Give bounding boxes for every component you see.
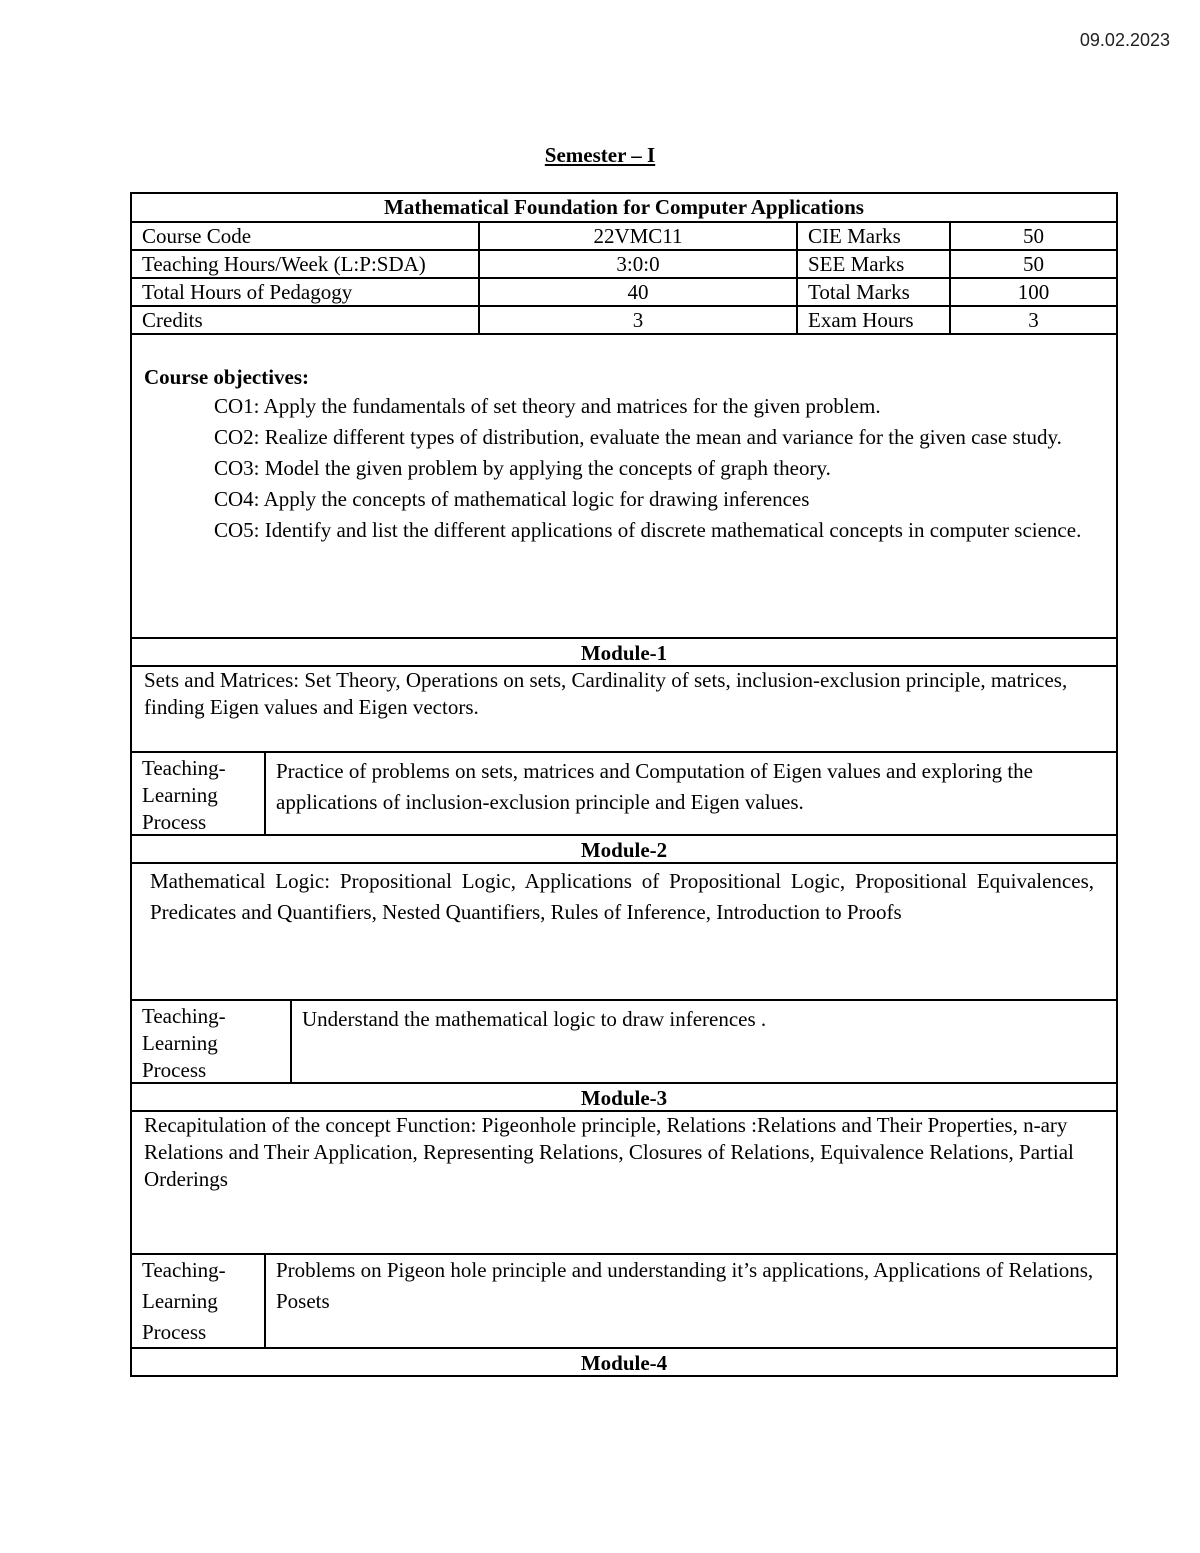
- tlp-text: Understand the mathematical logic to draw inferences .: [302, 1007, 767, 1031]
- module-3-content: Recapitulation of the concept Function: Pigeonhole principle, Relations :Relations and Their Properties, n-ary Relations and Their Application, Representing Relations, Closures of Relations, Equivalence Relations, Partial Orderings: [132, 1110, 1116, 1253]
- info-row-pedagogy: [132, 277, 1116, 305]
- info-label: CIE Marks: [796, 223, 949, 249]
- objective-item: CO5: Identify and list the different applications of discrete mathematical concepts in computer science.: [214, 518, 1082, 542]
- objective-item: CO1: Apply the fundamentals of set theory and matrices for the given problem.: [214, 394, 881, 418]
- tlp-label: Teaching-Learning Process: [132, 1255, 266, 1347]
- objective-item: CO4: Apply the concepts of mathematical logic for drawing inferences: [214, 487, 810, 511]
- info-value: 3: [949, 307, 1116, 333]
- info-value: 22VMC11: [478, 223, 796, 249]
- semester-heading: Semester – I: [544, 143, 656, 167]
- info-value: 3: [478, 307, 796, 333]
- objectives-list: [144, 391, 1104, 546]
- module-1-title: Module-1: [132, 637, 1116, 665]
- info-row-course-code: [132, 221, 1116, 249]
- objectives-label: Course objectives:: [144, 365, 310, 389]
- module-2-title: Module-2: [132, 834, 1116, 862]
- module-4-title: Module-4: [132, 1347, 1116, 1375]
- module-1-content: Sets and Matrices: Set Theory, Operations on sets, Cardinality of sets, inclusion-exclusion principle, matrices, finding Eigen values and Eigen vectors.: [132, 665, 1116, 751]
- info-label: Exam Hours: [796, 307, 949, 333]
- info-label: Total Hours of Pedagogy: [142, 280, 353, 304]
- module-2-content: Mathematical Logic: Propositional Logic, Applications of Propositional Logic, Propositional Equivalences, Predicates and Quantifiers, Nested Quantifiers, Rules of Inference, Introduction to Proofs: [132, 862, 1116, 999]
- info-label: Total Marks: [796, 279, 949, 305]
- syllabus-table: [130, 192, 1118, 1377]
- info-value: 3:0:0: [478, 251, 796, 277]
- course-title: Mathematical Foundation for Computer Applications: [384, 195, 864, 219]
- info-label: Teaching Hours/Week (L:P:SDA): [142, 252, 426, 276]
- tlp-text: Practice of problems on sets, matrices and Computation of Eigen values and exploring the applications of inclusion-exclusion principle and Eigen values.: [276, 759, 1033, 814]
- module-3-title: Module-3: [132, 1082, 1116, 1110]
- tlp-label: Teaching-Learning Process: [132, 1001, 292, 1082]
- document-date: 09.02.2023: [1079, 30, 1170, 50]
- module-3-teaching-learning: [132, 1253, 1116, 1347]
- tlp-text: Problems on Pigeon hole principle and understanding it’s applications, Applications of Relations, Posets: [276, 1258, 1094, 1313]
- info-value: 40: [478, 279, 796, 305]
- tlp-label: Teaching-Learning Process: [132, 753, 266, 834]
- info-label: Course Code: [142, 224, 252, 248]
- module-1-teaching-learning: [132, 751, 1116, 834]
- info-value: 50: [949, 223, 1116, 249]
- info-label: SEE Marks: [796, 251, 949, 277]
- info-row-teaching-hours: [132, 249, 1116, 277]
- course-objectives: [132, 333, 1116, 637]
- objective-item: CO3: Model the given problem by applying the concepts of graph theory.: [214, 456, 831, 480]
- info-label: Credits: [142, 308, 203, 332]
- info-value: 50: [949, 251, 1116, 277]
- module-2-teaching-learning: [132, 999, 1116, 1082]
- info-row-credits: [132, 305, 1116, 333]
- objective-item: CO2: Realize different types of distribution, evaluate the mean and variance for the given case study.: [214, 425, 1062, 449]
- info-value: 100: [949, 279, 1116, 305]
